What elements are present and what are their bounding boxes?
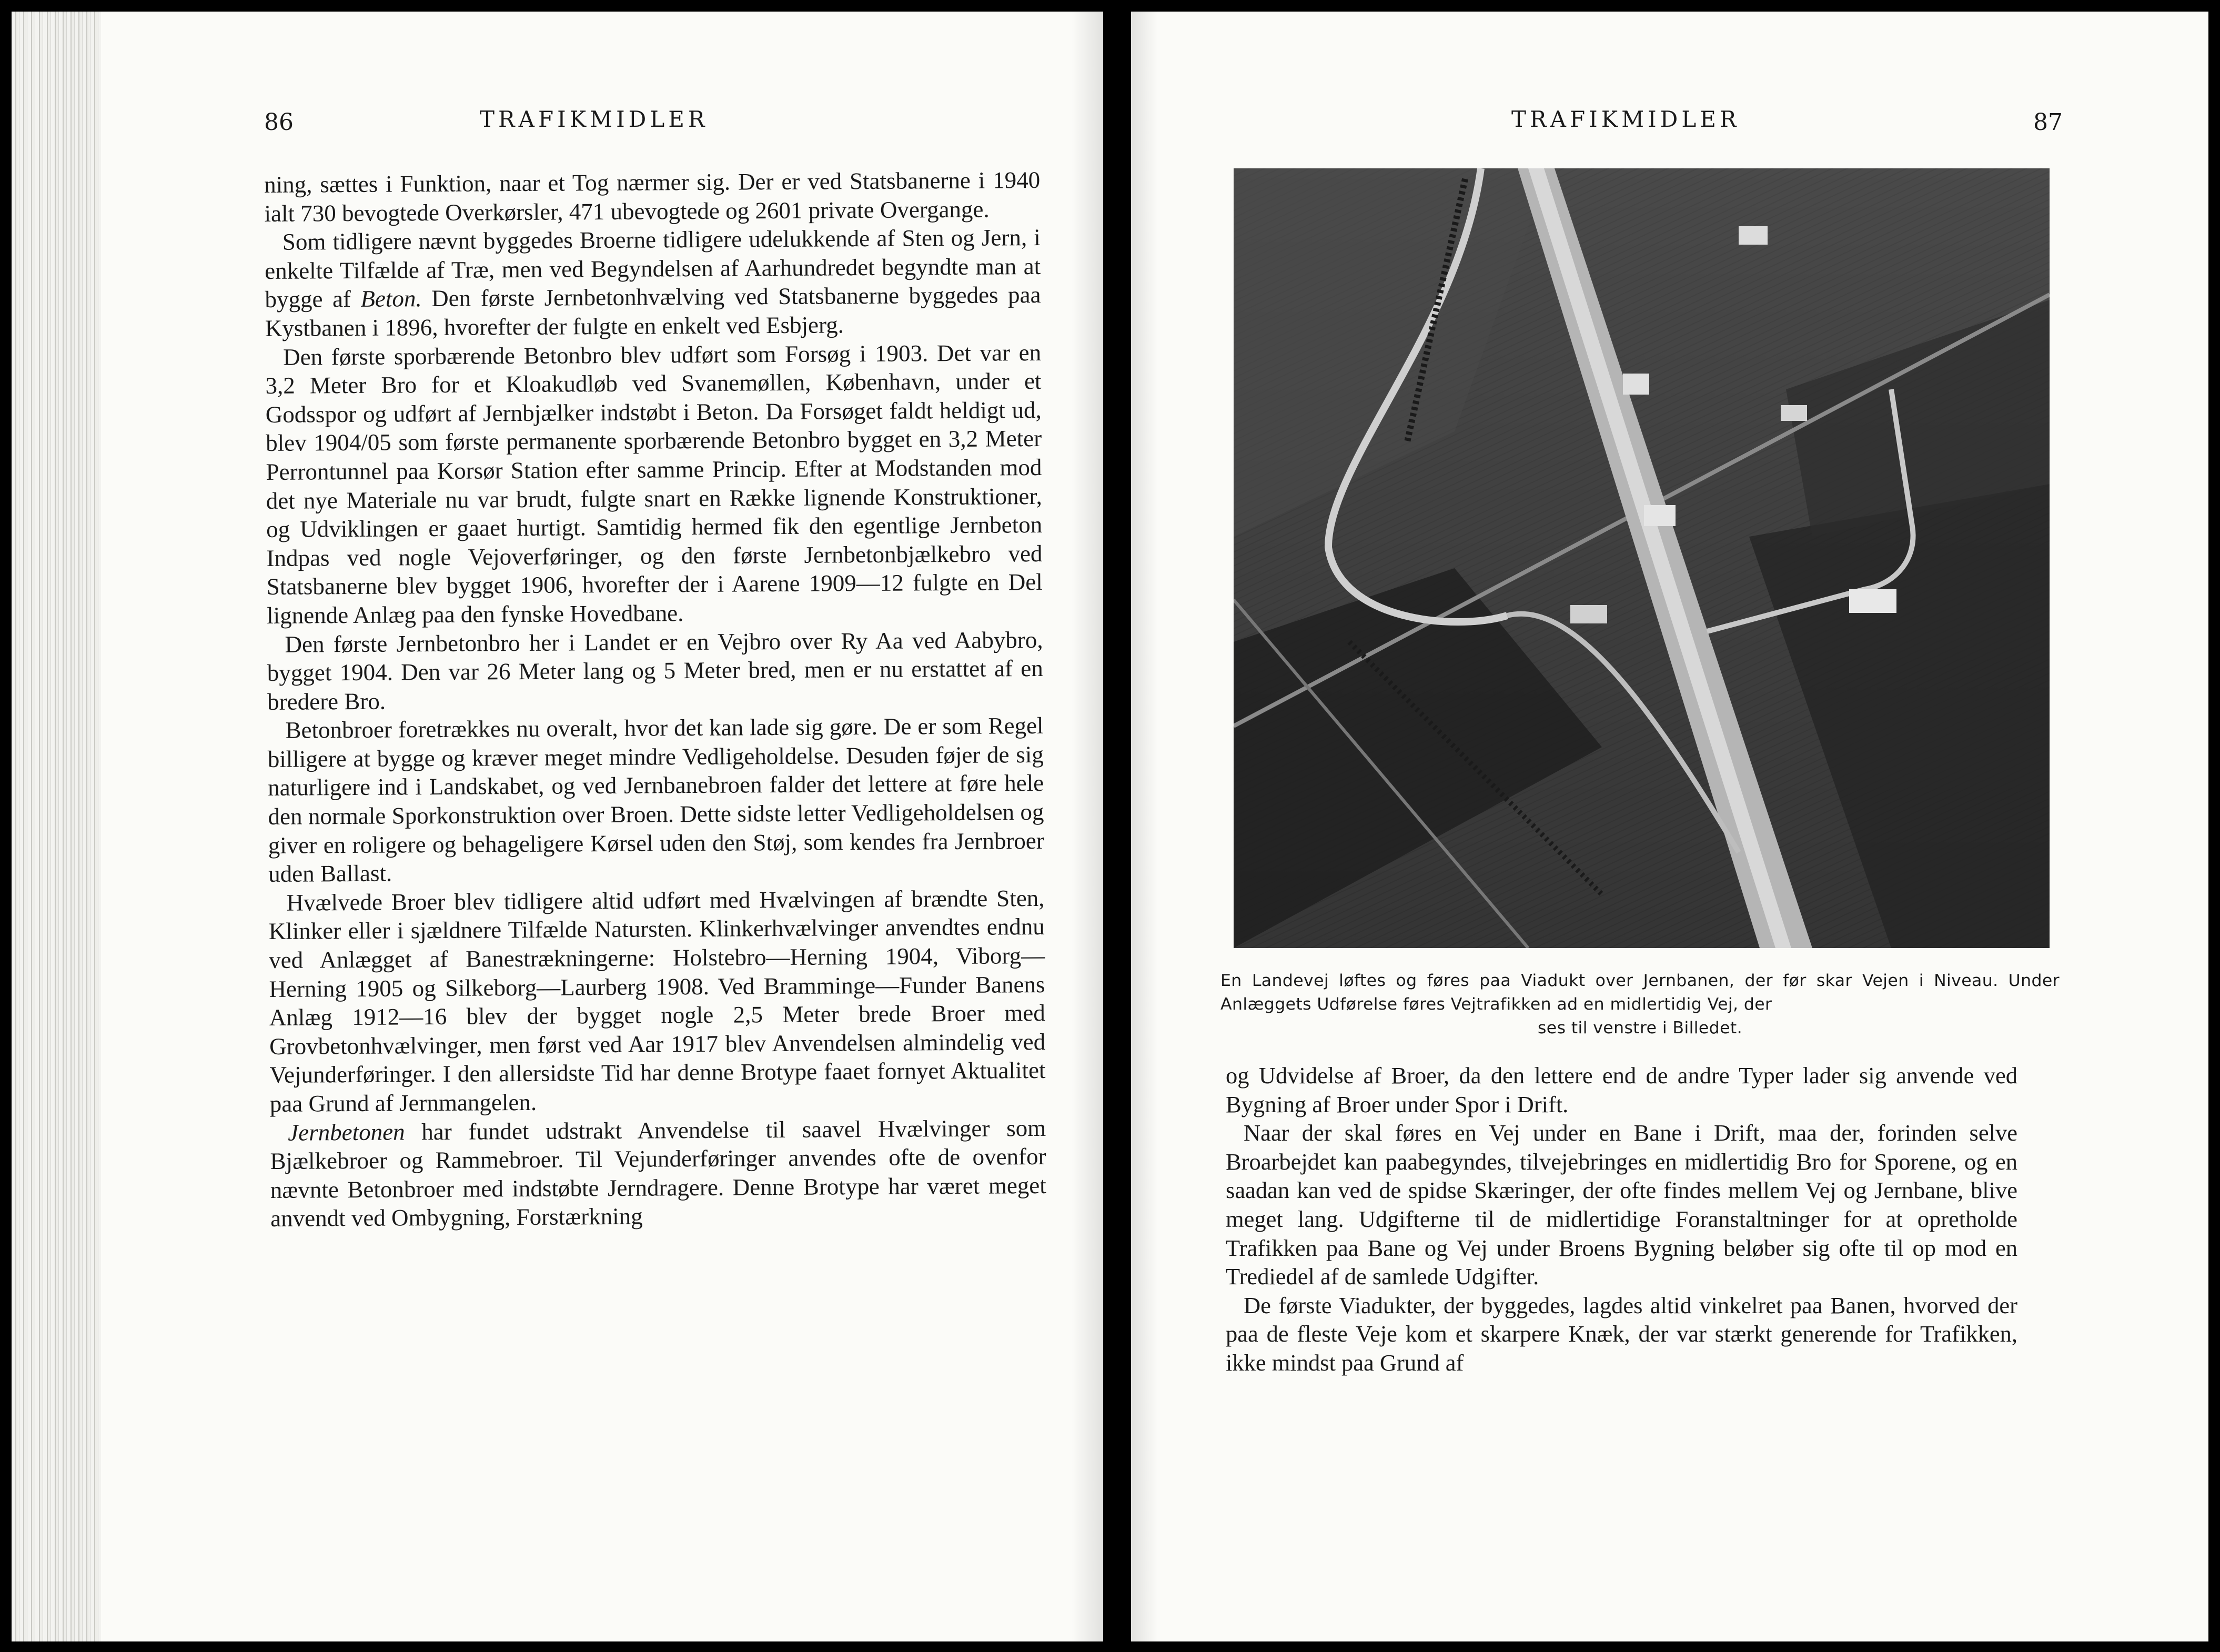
running-head: TRAFIKMIDLER xyxy=(1511,106,1740,132)
paragraph xyxy=(1226,1291,2017,1377)
paragraph-text: Den første Jernbetonbro her i Landet er en Vejbro over Ry Aa ved Aabybro, bygget 1904. Den var 26 Meter lang og 5 Meter bred, men er nu erstattet af en bredere Bro. xyxy=(267,626,1043,715)
caption-text: En Landevej løftes og føres paa Viadukt over Jernbanen, der før skar Vejen i Niveau. Under Anlæggets Udførelse føres Vejtrafikken ad en midlertidig Vej, der xyxy=(1220,971,2060,1014)
gutter-shadow xyxy=(1131,12,1157,1641)
paragraph xyxy=(265,338,1043,630)
body-text xyxy=(1226,1061,2017,1377)
paragraph-text: har fundet udstrakt Anvendelse til saavel Hvælvinger som Bjælkebroer og Rammebroer. Til Vejunderføringer anvendes ofte de ovenfor nævnte Betonbroer med indstøbte Jerndragere. Denne Brotype har været meget anvendt ved Ombygning, Forstærkning xyxy=(270,1114,1046,1232)
paragraph-text: Betonbroer foretrækkes nu overalt, hvor det kan lade sig gøre. De er som Regel billigere at bygge og kræver meget mindre Vedligeholdelse. Desuden føjer de sig naturligere ind i Landskabet, og ved Jernbanebroen falder det lettere at føre hele den normale Sporkonstruktion over Broen. Dette sidste letter Vedligeholdelsen og giver en roligere og behageligere Kørsel uden den Støj, som kendes fra Jernbroer uden Ballast. xyxy=(267,712,1044,888)
paragraph-text: Naar der skal føres en Vej under en Bane i Drift, maa der, forinden selve Broarbejdet kan paabegyndes, tilvejebringes en midlertidig Bro for Sporene, og en saadan kan ved de spidse Skæringer, der ofte findes mellem Vej og Jernbane, blive meget lang. Udgifterne til de midlertidige Foranstaltninger for at opretholde Trafikken paa Bane og Vej under Broens Bygning beløber sig ofte til op mod en Trediedel af de samlede Udgifter. xyxy=(1226,1120,2017,1290)
paragraph xyxy=(1226,1061,2017,1119)
paragraph xyxy=(267,711,1044,889)
paragraph xyxy=(264,166,1041,228)
page-number: 87 xyxy=(2033,109,2063,136)
left-page xyxy=(12,12,1103,1641)
aerial-photo xyxy=(1234,168,2050,948)
caption-text-last-line: ses til venstre i Billedet. xyxy=(1537,1019,1743,1037)
aerial-photo-drawing xyxy=(1234,168,2050,948)
right-page xyxy=(1131,12,2208,1641)
page-number: 86 xyxy=(264,109,294,136)
photo-caption xyxy=(1220,969,2060,1040)
paragraph xyxy=(267,625,1043,716)
italic-term: Beton. xyxy=(360,285,422,313)
paragraph-text: ning, sættes i Funktion, naar et Tog nærmer sig. Der er ved Statsbanerne i 1940 ialt 730 bevogtede Overkørsler, 471 ubevogtede og 2601 private Overgange. xyxy=(264,166,1041,227)
paragraph-text: Som tidligere nævnt byggedes Broerne tidligere udelukkende af Sten og Jern, i enkelte Tilfælde af Træ, men ved Begyndelsen af Aarhundredet begyndte man at bygge af xyxy=(265,224,1041,313)
paragraph-text: De første Viadukter, der byggedes, lagdes altid vinkelret paa Banen, hvorved der paa de fleste Veje kom et skarpere Knæk, der var stærkt generende for Trafikken, ikke mindst paa Grund af xyxy=(1226,1292,2017,1376)
paragraph-text: Den første Jernbetonhvælving ved Statsbanerne byggedes paa Kystbanen i 1896, hvorefter der fulgte en enkelt ved Esbjerg. xyxy=(265,281,1041,341)
paragraph xyxy=(1226,1119,2017,1291)
paragraph-text: Hvælvede Broer blev tidligere altid udført med Hvælvingen af brændte Sten, Klinker eller i sjældnere Tilfælde Natursten. Klinkerhvælvinger anvendtes endnu ved Anlægget af Banestrækningerne: Holstebro—Herning 1904, Viborg—Herning 1905 og Silkeborg—Laurberg 1908. Ved Bramminge—Funder Banens Anlæg 1912—16 blev der bygget nogle 2,5 Meter brede Broer med Grovbetonhvælvinger, men først ved Aar 1917 blev Anvendelsen almindelig ved Vejunderføringer. I den allersidste Tid har denne Brotype faaet fornyet Aktualitet paa Grund af Jernmangelen. xyxy=(268,884,1046,1117)
paragraph xyxy=(268,884,1046,1119)
running-head: TRAFIKMIDLER xyxy=(480,106,709,132)
paragraph-text: og Udvidelse af Broer, da den lettere end de andre Typer lader sig anvende ved Bygning af Broer under Spor i Drift. xyxy=(1226,1062,2017,1117)
page-edges xyxy=(12,12,101,1641)
body-text xyxy=(264,166,1046,1233)
paragraph xyxy=(270,1114,1046,1233)
paragraph xyxy=(265,223,1041,343)
paragraph-text: Den første sporbærende Betonbro blev udført som Forsøg i 1903. Det var en 3,2 Meter Bro for et Kloakudløb ved Svanemøllen, København, under et Godsspor og udført af Jernbjælker indstøbt i Beton. Da Forsøget faldt heldigt ud, blev 1904/05 som første permanente sporbærende Betonbro bygget en 3,2 Meter Perrontunnel paa Korsør Station efter samme Princip. Efter at Modstanden mod det nye Materiale nu var brudt, fulgte snart en Række lignende Konstruktioner, og Udviklingen er gaaet hurtigt. Samtidig hermed fik den egentlige Jernbeton Indpas ved nogle Vejoverføringer, og den første Jernbetonbjælkebro ved Statsbanerne blev bygget 1906, hvorefter der i Aarene 1909—12 fulgte en Del lignende Anlæg paa den fynske Hovedbane. xyxy=(265,339,1043,629)
gutter-shadow xyxy=(1072,12,1103,1641)
italic-term: Jernbetonen xyxy=(288,1118,405,1146)
